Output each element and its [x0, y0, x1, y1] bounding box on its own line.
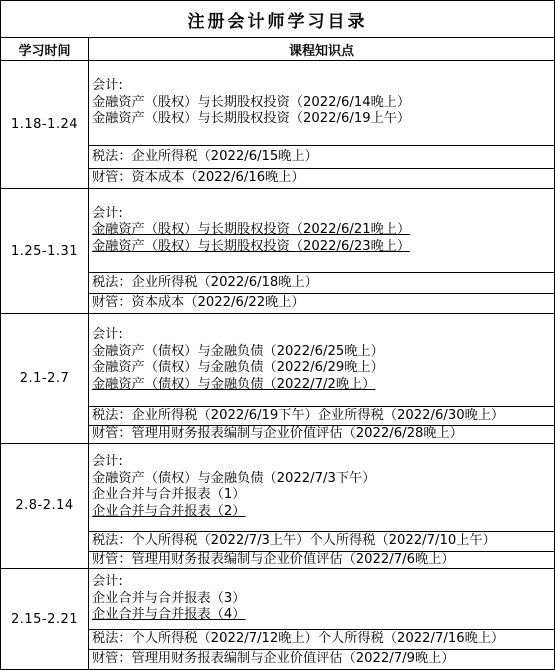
content-line: 会计: — [92, 327, 123, 342]
content-line: 企业合并与合并报表（4） — [92, 607, 246, 623]
table-row — [1, 189, 555, 273]
content-cell — [89, 443, 555, 531]
content-cell — [89, 426, 555, 444]
content-line: 金融资产（债权）与金融负债（2022/7/2晚上） — [92, 376, 376, 392]
content-cell — [89, 531, 555, 551]
content-line: 财管：管理用财务报表编制与企业价值评估（2022/7/9晚上） — [92, 651, 455, 667]
title-row — [1, 1, 555, 38]
content-cell — [89, 407, 555, 426]
content-line: 金融资产（股权）与长期股权投资（2022/6/21晚上） — [92, 222, 411, 238]
content-line: 财管：管理用财务报表编制与企业价值评估（2022/6/28晚上） — [92, 426, 463, 441]
content-line: 税法：企业所得税（2022/6/19下午）企业所得税（2022/6/30晚上） — [92, 407, 505, 423]
content-line: 财管：资本成本（2022/6/22晚上） — [92, 295, 305, 311]
table-row — [1, 569, 555, 630]
content-cell — [89, 650, 555, 670]
header-period: 学习时间 — [1, 38, 89, 61]
content-line: 金融资产（股权）与长期股权投资（2022/6/23晚上） — [92, 238, 411, 254]
period-cell: 1.25-1.31 — [1, 189, 89, 314]
period-cell: 2.8-2.14 — [1, 443, 89, 569]
content-line: 金融资产（债权）与金融负债（2022/6/29晚上） — [92, 360, 384, 375]
period-cell: 2.15-2.21 — [1, 569, 89, 670]
content-line: 会计: — [92, 205, 123, 221]
content-line: 企业合并与合并报表（3） — [92, 590, 246, 606]
header-row — [1, 38, 555, 61]
content-line: 企业合并与合并报表（1） — [92, 487, 246, 502]
content-line: 财管：资本成本（2022/6/16晚上） — [92, 170, 305, 186]
content-cell — [89, 569, 555, 630]
period-cell: 1.18-1.24 — [1, 61, 89, 189]
content-line: 企业合并与合并报表（2） — [92, 503, 246, 519]
content-line: 金融资产（股权）与长期股权投资（2022/6/19上午） — [92, 111, 411, 127]
content-cell — [89, 551, 555, 569]
content-cell — [89, 273, 555, 294]
content-line: 金融资产（债权）与金融负债（2022/7/3下午） — [92, 470, 376, 486]
page-title: 注册会计师学习目录 — [1, 1, 555, 38]
content-cell — [89, 146, 555, 169]
content-line: 税法：个人所得税（2022/7/3上午）个人所得税（2022/7/10上午） — [92, 532, 496, 548]
header-content: 课程知识点 — [89, 38, 555, 61]
content-cell — [89, 189, 555, 273]
table-row — [1, 443, 555, 531]
content-line: 会计: — [92, 78, 123, 94]
table-row — [1, 61, 555, 146]
content-line: 财管：管理用财务报表编制与企业价值评估（2022/7/6晚上） — [92, 551, 455, 567]
content-line: 会计: — [92, 454, 123, 469]
content-cell — [89, 294, 555, 314]
content-line: 金融资产（股权）与长期股权投资（2022/6/14晚上） — [92, 94, 411, 110]
content-cell — [89, 61, 555, 146]
content-line: 税法：企业所得税（2022/6/15晚上） — [92, 148, 318, 164]
content-line: 税法：企业所得税（2022/6/18晚上） — [92, 274, 318, 290]
content-cell — [89, 630, 555, 650]
content-cell — [89, 169, 555, 189]
table-body — [1, 1, 555, 670]
table-row — [1, 314, 555, 407]
content-line: 税法：个人所得税（2022/7/12晚上）个人所得税（2022/7/16晚上） — [92, 631, 505, 647]
content-cell — [89, 314, 555, 407]
content-line: 会计: — [92, 574, 123, 590]
period-cell: 2.1-2.7 — [1, 314, 89, 444]
content-line: 金融资产（债权）与金融负债（2022/6/25晚上） — [92, 343, 384, 359]
